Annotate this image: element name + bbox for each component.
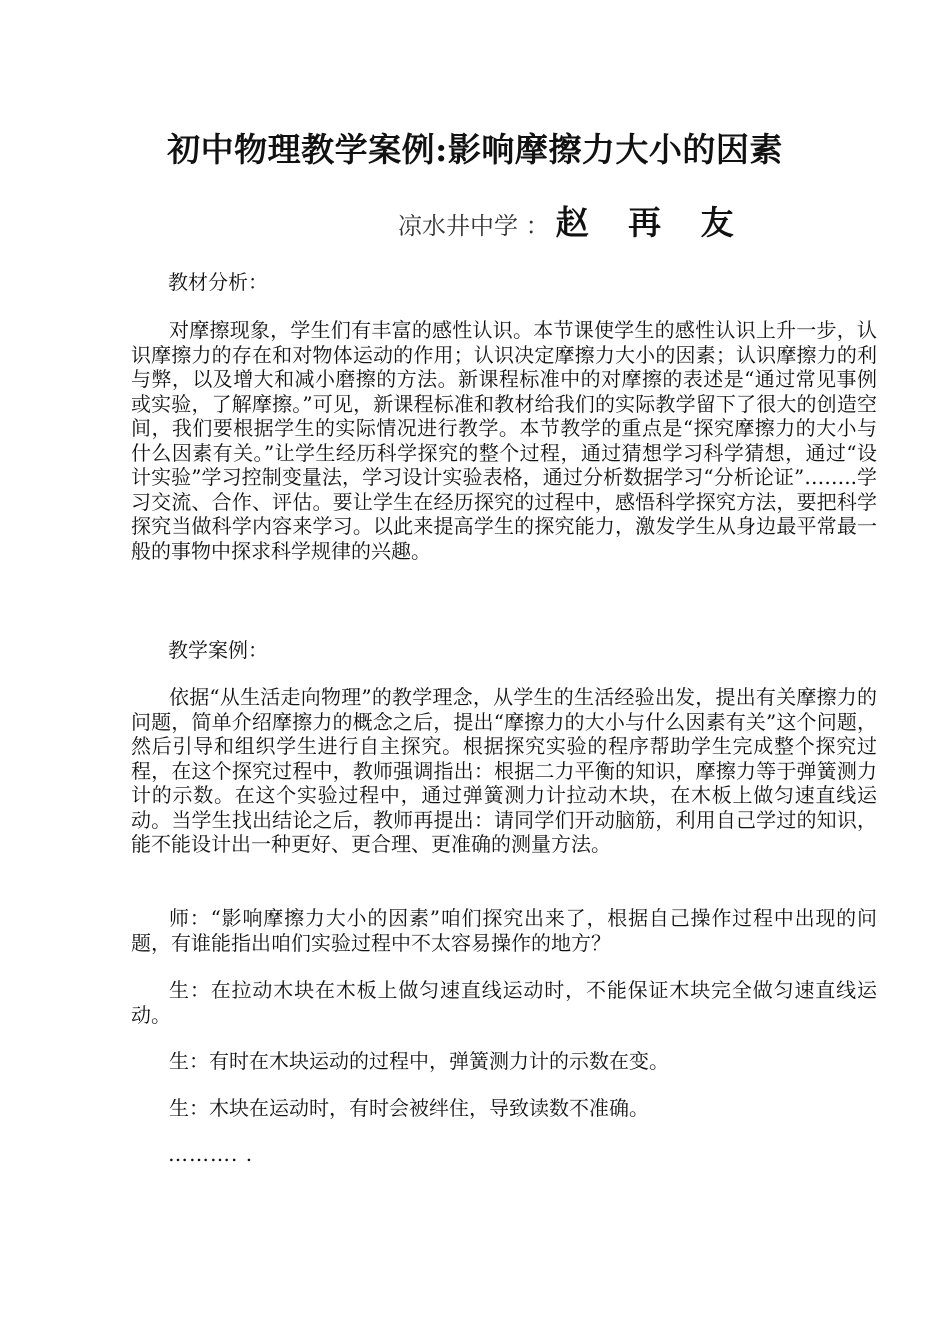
page-title: 初中物理教学案例:影响摩擦力大小的因素 bbox=[167, 130, 783, 169]
author-school: 凉水井中学 ： bbox=[398, 212, 550, 240]
paragraph-teacher-question: 师：“影响摩擦力大小的因素”咱们探究出来了，根据自己操作过程中出现的问题，有谁能指出咱们实验过程中不太容易操作的地方？ bbox=[131, 906, 877, 955]
author-line bbox=[398, 200, 748, 252]
paragraph-case-intro: 依据“从生活走向物理”的教学理念，从学生的生活经验出发，提出有关摩擦力的问题，简单介绍摩擦力的概念之后，提出“摩擦力的大小与什么因素有关”这个问题，然后引导和组织学生进行自主探究。根据探究实验的程序帮助学生完成整个探究过程，在这个探究过程中，教师强调指出：根据二力平衡的知识，摩擦力等于弹簧测力计的示数。在这个实验过程中，通过弹簧测力计拉动木块，在木板上做匀速直线运动。当学生找出结论之后，教师再提出：请同学们开动脑筋，利用自己学过的知识，能不能设计出一种更好、更合理、更准确的测量方法。 bbox=[131, 685, 877, 856]
paragraph-student-answer-1: 生：在拉动木块在木板上做匀速直线运动时，不能保证木块完全做匀速直线运动。 bbox=[131, 978, 877, 1027]
section-heading-case: 教学案例： bbox=[168, 638, 268, 662]
paragraph-student-answer-2: 生：有时在木块运动的过程中，弹簧测力计的示数在变。 bbox=[169, 1049, 669, 1073]
paragraph-student-answer-3: 生：木块在运动时，有时会被绊住，导致读数不准确。 bbox=[169, 1096, 649, 1120]
paragraph-analysis: 对摩擦现象，学生们有丰富的感性认识。本节课使学生的感性认识上升一步，认识摩擦力的存在和对物体运动的作用；认识决定摩擦力大小的因素；认识摩擦力的利与弊，以及增大和减小磨擦的方法。新课程标准中的对摩擦的表述是“通过常见事例或实验，了解摩擦。”可见，新课程标准和教材给我们的实际教学留下了很大的创造空间，我们要根据学生的实际情况进行教学。本节教学的重点是“探究摩擦力的大小与什么因素有关。”让学生经历科学探究的整个过程，通过猜想学习科学猜想，通过“设计实验”学习控制变量法，学习设计实验表格，通过分析数据学习“分析论证”……..学习交流、合作、评估。要让学生在经历探究的过程中，感悟科学探究方法，要把科学探究当做科学内容来学习。以此来提高学生的探究能力，激发学生从身边最平常最一般的事物中探求科学规律的兴趣。 bbox=[131, 318, 877, 563]
author-name: 赵 再 友 bbox=[555, 203, 748, 242]
ellipsis: ………. . bbox=[168, 1142, 254, 1166]
section-heading-analysis: 教材分析： bbox=[168, 270, 268, 294]
